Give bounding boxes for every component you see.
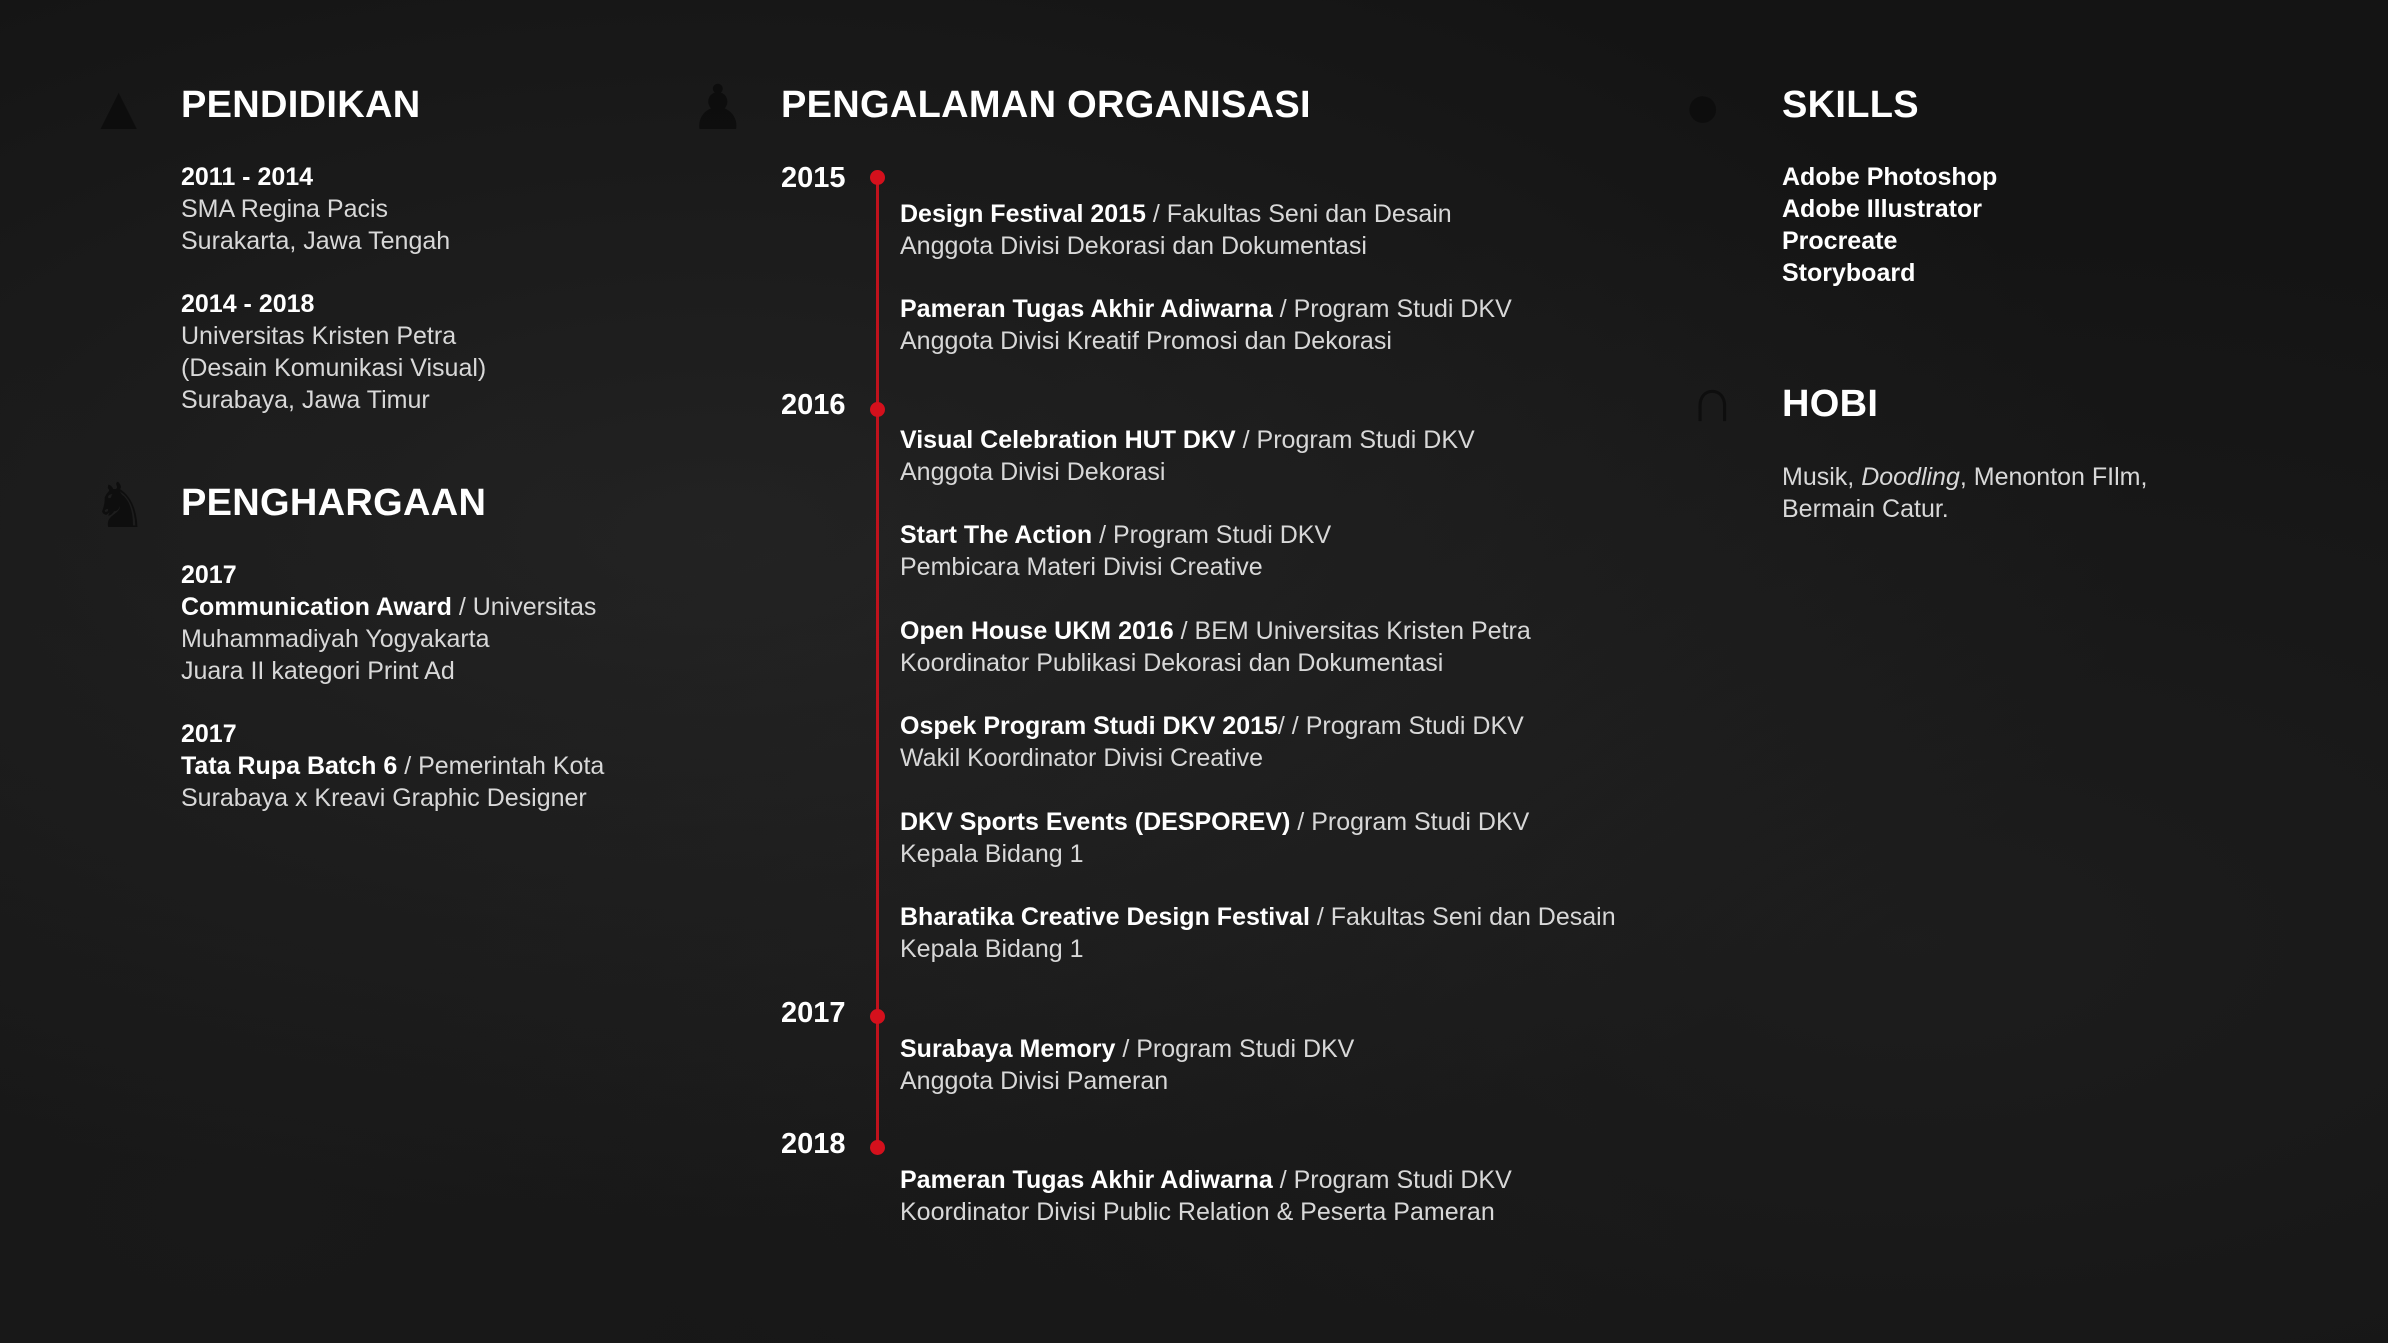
award-name: Communication Award [181, 593, 452, 621]
hobi-italic: Doodling [1861, 463, 1960, 491]
award-line: Juara II kategori Print Ad [181, 657, 455, 685]
org-item [900, 293, 1512, 357]
org-org: / / Program Studi DKV [1277, 712, 1524, 740]
org-item [900, 710, 1524, 774]
skill-item: Adobe Photoshop [1782, 163, 1998, 191]
section-title-penghargaan: PENGHARGAAN [181, 482, 487, 524]
palette-icon: ● [1684, 72, 1722, 141]
timeline-year: 2018 [781, 1128, 846, 1160]
org-org: / Program Studi DKV [1272, 1166, 1512, 1194]
org-item [900, 1033, 1354, 1097]
hobi-prefix: Musik, [1782, 463, 1862, 491]
education-line: Universitas Kristen Petra [181, 322, 457, 350]
org-role: Anggota Divisi Dekorasi dan Dokumentasi [900, 232, 1367, 260]
org-role: Pembicara Materi Divisi Creative [900, 553, 1263, 581]
org-name: Surabaya Memory [900, 1035, 1116, 1063]
award-year: 2017 [181, 720, 237, 748]
org-item [900, 806, 1529, 870]
skill-item: Procreate [1782, 227, 1898, 255]
education-line: Surakarta, Jawa Tengah [181, 227, 451, 255]
award-org: / Pemerintah Kota [397, 752, 605, 780]
org-name: Pameran Tugas Akhir Adiwarna [900, 1166, 1273, 1194]
section-title-skills: SKILLS [1782, 84, 1919, 126]
hobi-suffix: , Menonton FIlm, [1959, 463, 2148, 491]
hobi-text [1782, 461, 2147, 525]
hobi-line2: Bermain Catur. [1782, 495, 1949, 523]
award-line: Muhammadiyah Yogyakarta [181, 625, 490, 653]
education-line: (Desain Komunikasi Visual) [181, 354, 487, 382]
section-title-organisasi: PENGALAMAN ORGANISASI [781, 84, 1311, 126]
org-item [900, 519, 1331, 583]
timeline-year: 2015 [781, 162, 846, 194]
org-org: / Fakultas Seni dan Desain [1145, 200, 1452, 228]
timeline-dot [870, 1009, 885, 1024]
skill-item: Adobe Illustrator [1782, 195, 1983, 223]
timeline-dot [870, 402, 885, 417]
org-role: Koordinator Publikasi Dekorasi dan Dokumentasi [900, 649, 1444, 677]
org-org: / Program Studi DKV [1235, 426, 1475, 454]
org-org: / Program Studi DKV [1092, 521, 1332, 549]
award-year: 2017 [181, 561, 237, 589]
org-role: Kepala Bidang 1 [900, 935, 1084, 963]
org-role: Anggota Divisi Dekorasi [900, 458, 1166, 486]
org-role: Koordinator Divisi Public Relation & Peserta Pameran [900, 1198, 1495, 1226]
org-role: Anggota Divisi Kreatif Promosi dan Dekorasi [900, 327, 1392, 355]
headphones-icon: ∩ [1690, 366, 1735, 435]
org-item [900, 424, 1475, 488]
education-years: 2014 - 2018 [181, 290, 315, 318]
section-title-hobi: HOBI [1782, 383, 1879, 425]
timeline-year: 2016 [781, 389, 846, 421]
org-name: Visual Celebration HUT DKV [900, 426, 1236, 454]
org-org: / Program Studi DKV [1272, 295, 1512, 323]
education-years: 2011 - 2014 [181, 163, 314, 191]
education-line: Surabaya, Jawa Timur [181, 386, 430, 414]
award-item [181, 718, 604, 814]
education-item [181, 288, 486, 416]
org-item [900, 901, 1616, 965]
org-name: Bharatika Creative Design Festival [900, 903, 1310, 931]
org-name: Design Festival 2015 [900, 200, 1146, 228]
timeline-year: 2017 [781, 997, 846, 1029]
org-org: / BEM Universitas Kristen Petra [1173, 617, 1531, 645]
org-name: Ospek Program Studi DKV 2015 [900, 712, 1278, 740]
org-org: / Fakultas Seni dan Desain [1309, 903, 1616, 931]
award-org: / Universitas [451, 593, 597, 621]
award-name: Tata Rupa Batch 6 [181, 752, 398, 780]
org-name: Open House UKM 2016 [900, 617, 1174, 645]
org-name: DKV Sports Events (DESPOREV) [900, 808, 1291, 836]
graduation-cap-icon: ▲ [88, 74, 150, 143]
education-item [181, 161, 450, 257]
education-line: SMA Regina Pacis [181, 195, 389, 223]
org-name: Pameran Tugas Akhir Adiwarna [900, 295, 1273, 323]
org-role: Wakil Koordinator Divisi Creative [900, 744, 1264, 772]
org-name: Start The Action [900, 521, 1093, 549]
org-org: / Program Studi DKV [1290, 808, 1530, 836]
trophy-icon: ♞ [92, 472, 148, 541]
skill-item: Storyboard [1782, 259, 1916, 287]
section-title-pendidikan: PENDIDIKAN [181, 84, 421, 126]
timeline-line [876, 178, 879, 1148]
award-item [181, 559, 596, 687]
org-role: Anggota Divisi Pameran [900, 1067, 1169, 1095]
timeline-dot [870, 170, 885, 185]
org-item [900, 198, 1452, 262]
org-item [900, 615, 1531, 679]
people-icon: ♟ [690, 74, 746, 143]
org-role: Kepala Bidang 1 [900, 840, 1084, 868]
org-org: / Program Studi DKV [1115, 1035, 1355, 1063]
org-item [900, 1164, 1512, 1228]
timeline-dot [870, 1140, 885, 1155]
award-line: Surabaya x Kreavi Graphic Designer [181, 784, 587, 812]
